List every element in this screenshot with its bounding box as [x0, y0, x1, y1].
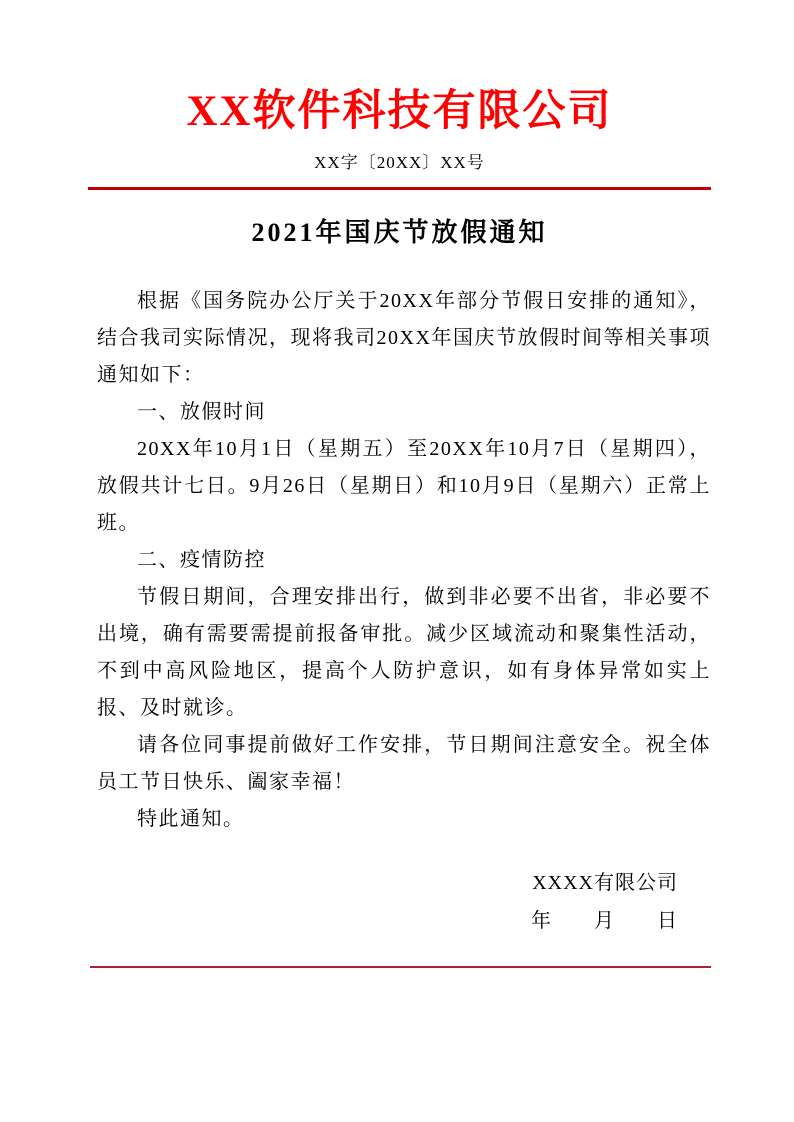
section-heading-epidemic-control: 二、疫情防控 — [137, 548, 266, 571]
signature-date: 年 月 日 — [531, 909, 678, 932]
footer-red-rule — [90, 966, 711, 968]
signature-block — [88, 864, 711, 940]
notice-title: 2021年国庆节放假通知 — [251, 217, 548, 247]
section-heading-holiday-time: 一、放假时间 — [137, 400, 266, 423]
paragraph-closing-wishes: 请各位同事提前做好工作安排，节日期间注意安全。祝全体员工节日快乐、阖家幸福！ — [97, 733, 711, 793]
header-red-rule — [88, 187, 711, 190]
company-letterhead-title: XX软件科技有限公司 — [186, 88, 613, 135]
paragraph-holiday-dates: 20XX年10月1日（星期五）至20XX年10月7日（星期四），放假共计七日。9月26日（星期日）和10月9日（星期六）正常上班。 — [97, 437, 711, 534]
paragraph-epidemic-guidance: 节假日期间，合理安排出行，做到非必要不出省，非必要不出境，确有需要需提前报备审批。减少区域流动和聚集性活动，不到中高风险地区，提高个人防护意识，如有身体异常如实上报、及时就诊。 — [97, 585, 711, 719]
paragraph-hereby-notice: 特此通知。 — [137, 807, 245, 830]
notice-body — [88, 283, 711, 838]
document-reference-number: XX字〔20XX〕XX号 — [314, 152, 485, 172]
signature-company: XXXX有限公司 — [532, 871, 678, 894]
paragraph-intro: 根据《国务院办公厅关于20XX年部分节假日安排的通知》，结合我司实际情况，现将我司20XX年国庆节放假时间等相关事项通知如下： — [97, 289, 711, 386]
